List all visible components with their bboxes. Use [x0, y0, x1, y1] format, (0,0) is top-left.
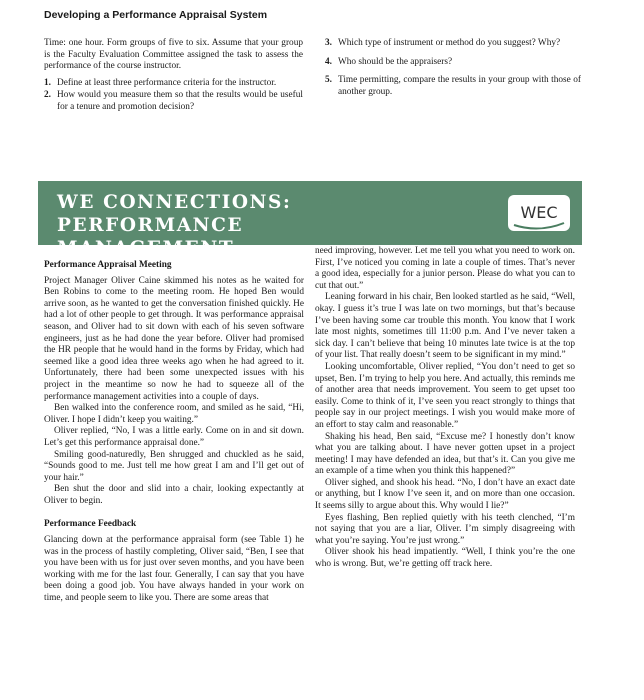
case-paragraph: Eyes flashing, Ben replied quietly with his teeth clenched, “I’m not saying that you are a liar, Oliver. I’m simply disagreeing with what you’re saying. You’re just wrong.” — [315, 512, 575, 546]
subhead-performance-feedback: Performance Feedback — [44, 519, 137, 530]
case-paragraph: Looking uncomfortable, Oliver replied, “You don’t need to get so upset, Ben. I’m trying to help you here. And actually, this reminds me of another area that needs improvement. You seem to get upset too easily. Come to think of it, I’ve seen you react strongly to things that people say in our project meetings. I wish you would make more of an effort to stay calm and reasonable.” — [315, 361, 575, 430]
question-item — [325, 75, 581, 98]
exercise-instructions-column — [44, 38, 303, 115]
question-number: 1. — [44, 77, 51, 88]
case-left-column — [44, 260, 304, 605]
case-paragraph: Smiling good-naturedly, Ben shrugged and chuckled as he said, “Sounds good to me. Just tell me how great I am and I’ll get out of your hair.” — [44, 449, 304, 483]
subhead-appraisal-meeting: Performance Appraisal Meeting — [44, 260, 172, 270]
question-text: Time permitting, compare the results in your group with those of another group. — [338, 75, 581, 97]
question-list-right — [325, 38, 581, 98]
question-number: 4. — [325, 56, 332, 67]
feature-title-line-2: MANAGEMENT — [57, 238, 235, 259]
case-paragraph: Project Manager Oliver Caine skimmed his notes as he waited for Ben Robins to come to the meeting room. He hoped Ben would arrive soon, as he wanted to get the conversation finished quickly. He had a lot of other people to get through. It was performance appraisal season, and Oliver had to sit down with each of his seven software engineers, just as he had done the year before. Oliver had promised the HR people that he would hand in the forms by Friday, which had seemed like a good idea three weeks ago when he had agreed to it. Unfortunately, there had been some unexpected issues with his project in the meantime so now he had to squeeze all of the performance management activities into a couple of days. — [44, 275, 304, 402]
question-text: How would you measure them so that the results would be useful for a tenure and promotion decision? — [57, 90, 303, 112]
case-paragraph: Ben walked into the conference room, and smiled as he said, “Hi, Oliver. I hope I didn’t keep you waiting.” — [44, 403, 304, 425]
question-text: Define at least three performance criteria for the instructor. — [57, 77, 277, 88]
question-number: 2. — [44, 90, 51, 101]
section-title: Developing a Performance Appraisal System — [44, 9, 268, 21]
case-paragraph: Glancing down at the performance appraisal form (see Table 1) he was in the process of hastily completing, Oliver said, “Ben, I see that you have been with us for just over seven months, and you have been working with me for the last four. Generally, I can say that you have been doing a good job. You have always handed in your work on time, and people seem to like you. There are some areas that — [44, 535, 304, 604]
question-item — [325, 38, 581, 50]
question-text: Which type of instrument or method do you suggest? Why? — [338, 38, 561, 48]
exercise-instructions: Time: one hour. Form groups of five to six. Assume that your group is the Faculty Evaluation Committee assigned the task to assess the performance of the course instructor. — [44, 38, 303, 72]
case-paragraph: Ben shut the door and slid into a chair, looking expectantly at Oliver to begin. — [44, 484, 304, 506]
question-item — [44, 90, 303, 113]
logo-text: WEC — [520, 203, 558, 222]
feature-title-line-1: WE CONNECTIONS: PERFORMANCE — [57, 192, 292, 236]
question-item — [325, 57, 581, 69]
question-list-left — [44, 78, 303, 114]
case-paragraph: Oliver replied, “No, I was a little early. Come on in and sit down. Let’s get this performance appraisal done.” — [44, 426, 304, 448]
case-right-column — [315, 246, 575, 571]
question-number: 3. — [325, 38, 332, 48]
wec-logo — [508, 195, 570, 231]
case-paragraph: Oliver sighed, and shook his head. “No, I don’t have an exact date or anything, but I know I’ve seen it, and on more than one occasion. It seems silly to argue about this. Why would I lie?” — [315, 477, 575, 512]
feature-banner — [38, 181, 582, 259]
question-number: 5. — [325, 75, 332, 86]
case-paragraph: Shaking his head, Ben said, “Excuse me? I honestly don’t know what you are talking about. I have never gotten upset in a project meeting! I may have defended an idea, but that’s it. Can you give me an example of a time when you think this happened?” — [315, 431, 575, 477]
question-text: Who should be the appraisers? — [338, 56, 453, 67]
exercise-questions-column — [325, 38, 581, 105]
question-item — [44, 78, 303, 90]
case-paragraph: need improving, however. Let me tell you what you need to work on. First, I’ve noticed you coming in late a couple of times. That’s never a good idea, especially for a junior person. Please do what you can to cut that out.” — [315, 246, 575, 291]
case-paragraph: Leaning forward in his chair, Ben looked startled as he said, “Well, okay. I guess it’s true I was late on two mornings, but that’s because I’ve been having some car trouble this month. You know that I work late most nights, sometimes till 11:00 p.m. And I’ve never taken a sick day. I can’t believe that being 10 minutes late twice is at the top of your list. That really doesn’t seem to be significant in my mind.” — [315, 292, 575, 361]
case-paragraph: Oliver shook his head impatiently. “Well, I think you’re the one who is wrong. But, we’re getting off track here. — [315, 547, 575, 570]
